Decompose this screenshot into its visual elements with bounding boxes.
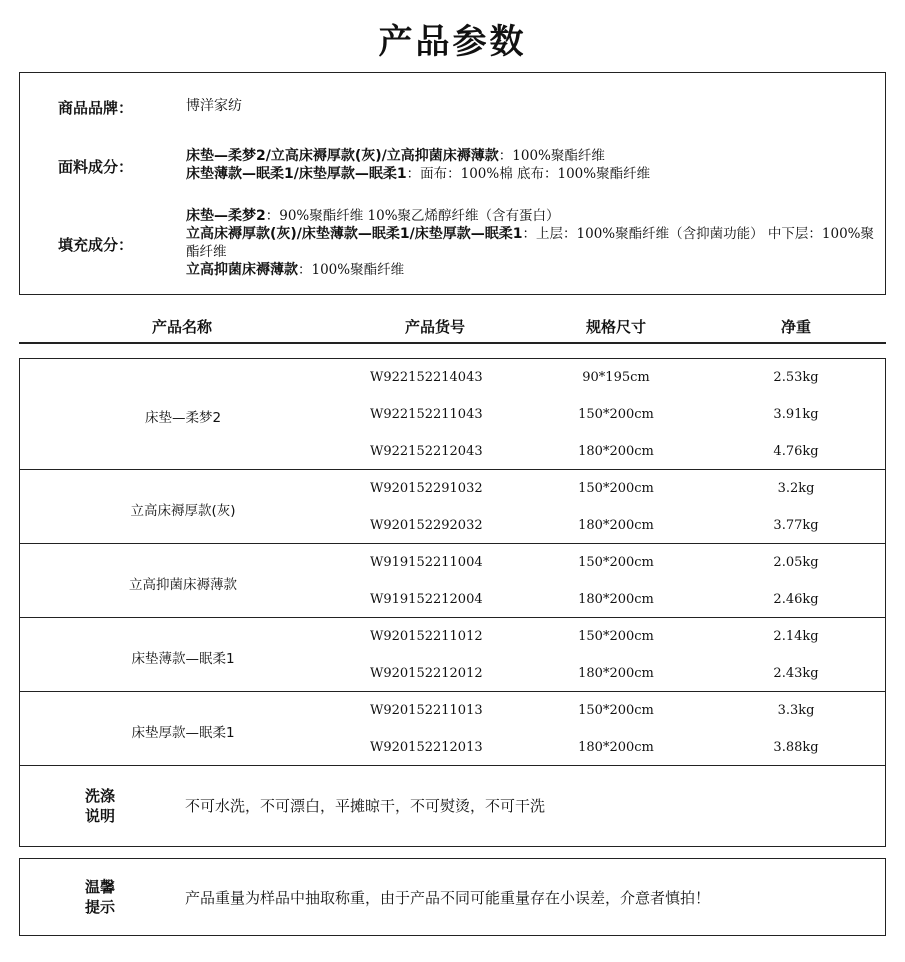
table-row — [20, 703, 885, 723]
product-group — [20, 618, 885, 692]
size-cell: 150*200cm — [578, 555, 654, 570]
sku-cell: W922152211043 — [370, 407, 483, 422]
fabric-line-2-products: 床垫薄款—眠柔1/床垫厚款—眠柔1 — [186, 166, 407, 182]
filling-line-2-products: 立高床褥厚款(灰)/床垫薄款—眠柔1/床垫厚款—眠柔1 — [186, 226, 523, 242]
header-sku: 产品货号 — [404, 318, 465, 336]
weight-cell: 3.2kg — [777, 481, 815, 496]
sku-cell: W920152291032 — [370, 481, 483, 496]
table-row — [20, 407, 885, 427]
care-label-line-2: 说明 — [84, 807, 115, 825]
filling-line-2 — [186, 225, 875, 261]
weight-cell: 3.3kg — [777, 703, 815, 718]
weight-cell: 2.53kg — [773, 370, 819, 385]
filling-line-3-products: 立高抑菌床褥薄款 — [186, 262, 298, 278]
size-cell: 150*200cm — [578, 481, 654, 496]
table-row — [20, 370, 885, 390]
filling-label: 填充成分： — [58, 236, 134, 254]
product-name: 立高床褥厚款(灰) — [130, 503, 236, 519]
header-product-name: 产品名称 — [151, 318, 212, 336]
filling-line-3-value: ：100%聚酯纤维 — [298, 262, 405, 278]
weight-cell: 2.43kg — [773, 666, 819, 681]
sku-cell: W920152212013 — [370, 740, 483, 755]
filling-text — [186, 207, 875, 279]
care-instructions — [20, 766, 885, 846]
size-cell: 180*200cm — [578, 740, 654, 755]
product-group — [20, 470, 885, 544]
info-box — [19, 72, 886, 295]
product-name: 立高抑菌床褥薄款 — [129, 577, 237, 593]
size-cell: 150*200cm — [578, 703, 654, 718]
sku-cell: W919152212004 — [370, 592, 483, 607]
filling-line-1 — [186, 207, 875, 225]
size-cell: 180*200cm — [578, 666, 654, 681]
header-weight: 净重 — [780, 318, 811, 336]
weight-cell: 2.46kg — [773, 592, 819, 607]
product-group — [20, 692, 885, 766]
tip-text: 产品重量为样品中抽取称重，由于产品不同可能重量存在小误差，介意者慎拍！ — [185, 889, 711, 907]
care-label — [75, 786, 125, 826]
size-cell: 90*195cm — [582, 370, 650, 385]
brand-value: 博洋家纺 — [186, 98, 242, 114]
fabric-line-1 — [186, 147, 875, 165]
product-name: 床垫—柔梦2 — [144, 410, 222, 426]
size-cell: 180*200cm — [578, 444, 654, 459]
table-row — [20, 444, 885, 464]
tip-label-line-1: 温馨 — [84, 878, 115, 896]
tip-box — [19, 858, 886, 936]
sku-cell: W919152211004 — [370, 555, 483, 570]
product-name: 床垫薄款—眠柔1 — [131, 651, 235, 667]
filling-line-2-value: ：上层：100%聚酯纤维（含抑菌功能） 中下层：100%聚酯纤维 — [186, 226, 874, 260]
table-row — [20, 481, 885, 501]
care-text: 不可水洗，不可漂白，平摊晾干，不可熨烫，不可干洗 — [185, 797, 546, 815]
sku-cell: W920152211013 — [370, 703, 483, 718]
brand-label: 商品品牌： — [58, 99, 134, 117]
fabric-text — [186, 147, 875, 183]
header-size: 规格尺寸 — [585, 318, 646, 336]
sku-cell: W922152214043 — [370, 370, 483, 385]
product-group — [20, 359, 885, 470]
size-cell: 180*200cm — [578, 518, 654, 533]
fabric-label: 面料成分： — [58, 158, 134, 176]
size-cell: 180*200cm — [578, 592, 654, 607]
product-group — [20, 544, 885, 618]
table-row — [20, 629, 885, 649]
fabric-line-2-value: ：面布：100%棉 底布：100%聚酯纤维 — [406, 166, 651, 182]
filling-line-3 — [186, 261, 875, 279]
fabric-line-2 — [186, 165, 875, 183]
filling-line-1-products: 床垫—柔梦2 — [186, 208, 266, 224]
table-row — [20, 518, 885, 538]
sku-cell: W920152212012 — [370, 666, 483, 681]
table-row — [20, 592, 885, 612]
products-table — [19, 358, 886, 847]
weight-cell: 3.77kg — [773, 518, 819, 533]
weight-cell: 3.91kg — [773, 407, 819, 422]
fabric-line-1-value: ：100%聚酯纤维 — [498, 148, 605, 164]
filling-line-1-value: ：90%聚酯纤维 10%聚乙烯醇纤维（含有蛋白） — [265, 208, 560, 224]
weight-cell: 2.14kg — [773, 629, 819, 644]
tip-label — [75, 877, 125, 917]
care-label-line-1: 洗涤 — [84, 787, 115, 805]
page-title: 产品参数 — [378, 22, 527, 62]
sku-cell: W922152212043 — [370, 444, 483, 459]
tip-label-line-2: 提示 — [84, 898, 115, 916]
weight-cell: 2.05kg — [773, 555, 819, 570]
product-name: 床垫厚款—眠柔1 — [131, 725, 235, 741]
table-row — [20, 740, 885, 760]
table-row — [20, 555, 885, 575]
size-cell: 150*200cm — [578, 407, 654, 422]
table-row — [20, 666, 885, 686]
fabric-line-1-products: 床垫—柔梦2/立高床褥厚款(灰)/立高抑菌床褥薄款 — [186, 148, 499, 164]
weight-cell: 3.88kg — [773, 740, 819, 755]
size-cell: 150*200cm — [578, 629, 654, 644]
sku-cell: W920152211012 — [370, 629, 483, 644]
weight-cell: 4.76kg — [773, 444, 819, 459]
header-divider — [19, 342, 886, 344]
sku-cell: W920152292032 — [370, 518, 483, 533]
